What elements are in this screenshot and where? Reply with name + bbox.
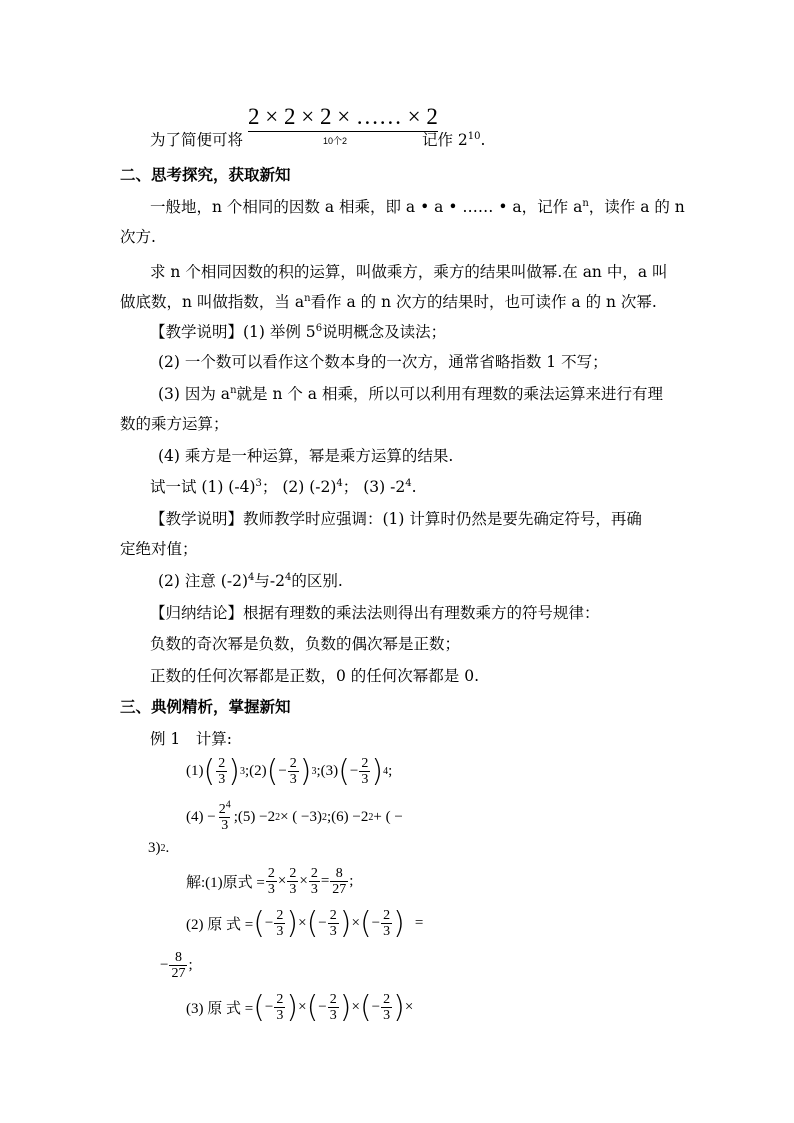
fraction: $\frac{2}{3}$	[361, 756, 369, 787]
example1-line3: 3) 2 .	[148, 840, 170, 856]
note2: (2) 一个数可以看作这个数本身的一次方，通常省略指数 1 不写；	[158, 353, 608, 371]
solution2-result: − $\frac{8}{27}$ ;	[160, 950, 193, 981]
example1-line2: (4) − $\frac{2^4}{3}$ ;(5) −2 2 × ( −3) 2 ;(6) −2 2 + ( −	[186, 799, 403, 833]
solution1: 解:(1)原式 = $\frac{2}{3}$ × $\frac{2}{3}$ × $\frac{2}{3}$ = $\frac{8}{27}$ ;	[186, 866, 354, 897]
teach-line1: 【教学说明】教师教学时应强调：(1) 计算时仍然是要先确定符号，再确	[150, 510, 642, 528]
intro-prefix: 为了简便可将	[150, 131, 244, 149]
example1-heading: 例 1 计算:	[150, 730, 233, 748]
note3-line2: 数的乘方运算；	[120, 415, 229, 433]
para2-line1: 求 n 个相同因数的积的运算，叫做乘方，乘方的结果叫做幂.在 an 中，a 叫	[150, 263, 668, 281]
try-it: 试一试 (1) $(-4)^3$； (2) $(-2)^4$； (3) $-2^4$.	[150, 477, 417, 496]
para2-line2: 做底数，n 叫做指数，当 $a^n$看作 a 的 n 次方的结果时，也可读作 a 的 n 次幂.	[120, 292, 657, 311]
fraction: $\frac{2}{3}$	[218, 756, 226, 787]
note4: (4) 乘方是一种运算，幂是乘方运算的结果.	[158, 447, 454, 465]
summary3: 正数的任何次幂都是正数，0 的任何次幂都是 0.	[150, 667, 480, 685]
summary1: 【归纳结论】根据有理数的乘法法则得出有理数乘方的符号规律：	[150, 604, 600, 622]
fraction: $\frac{2}{3}$	[289, 756, 297, 787]
solution2: (2) 原 式 = ( − $\frac{2}{3}$ ) × ( − $\frac{2}{3}$ ) × ( − $\frac{2}{3}$ ) =	[186, 905, 424, 941]
section2-title: 二、思考探究，获取新知	[120, 165, 291, 184]
product-expression: 2 × 2 × 2 × …… × 2	[248, 104, 438, 130]
example1-line1: (1) ( $\frac{2}{3}$ ) 3 ;(2) ( − $\frac{2}{3}$ ) 3 ;(3) ( − $\frac{2}{3}$ ) 4 ;	[186, 753, 393, 789]
note1: 【教学说明】(1) 举例 $5^6$说明概念及读法；	[150, 322, 447, 341]
teach2: (2) 注意 $(-2)^4$与$-2^4$的区别.	[158, 571, 343, 590]
underbrace-label: 10个2	[323, 136, 348, 146]
solution3: (3) 原 式 = ( − $\frac{2}{3}$ ) × ( − $\frac{2}{3}$ ) × ( − $\frac{2}{3}$ ) ×	[186, 989, 414, 1025]
para1-line2: 次方.	[120, 228, 156, 246]
teach-line2: 定绝对值；	[120, 540, 198, 558]
summary2: 负数的奇次幂是负数，负数的偶次幂是正数；	[150, 635, 461, 653]
note3-line1: (3) 因为 $a^n$就是 n 个 a 相乘，所以可以利用有理数的乘法运算来进行有理	[158, 384, 663, 403]
fraction: $\frac{2^4}{3}$	[218, 799, 231, 833]
intro-suffix: 记作 $2^{10}$.	[422, 130, 486, 149]
para1-line1: 一般地，n 个相同的因数 a 相乘，即 a • a • …… • a，记作 $a^n$，读作 a 的 n	[150, 197, 685, 216]
repeated-product	[248, 104, 438, 130]
section3-title: 三、典例精析，掌握新知	[120, 697, 291, 716]
